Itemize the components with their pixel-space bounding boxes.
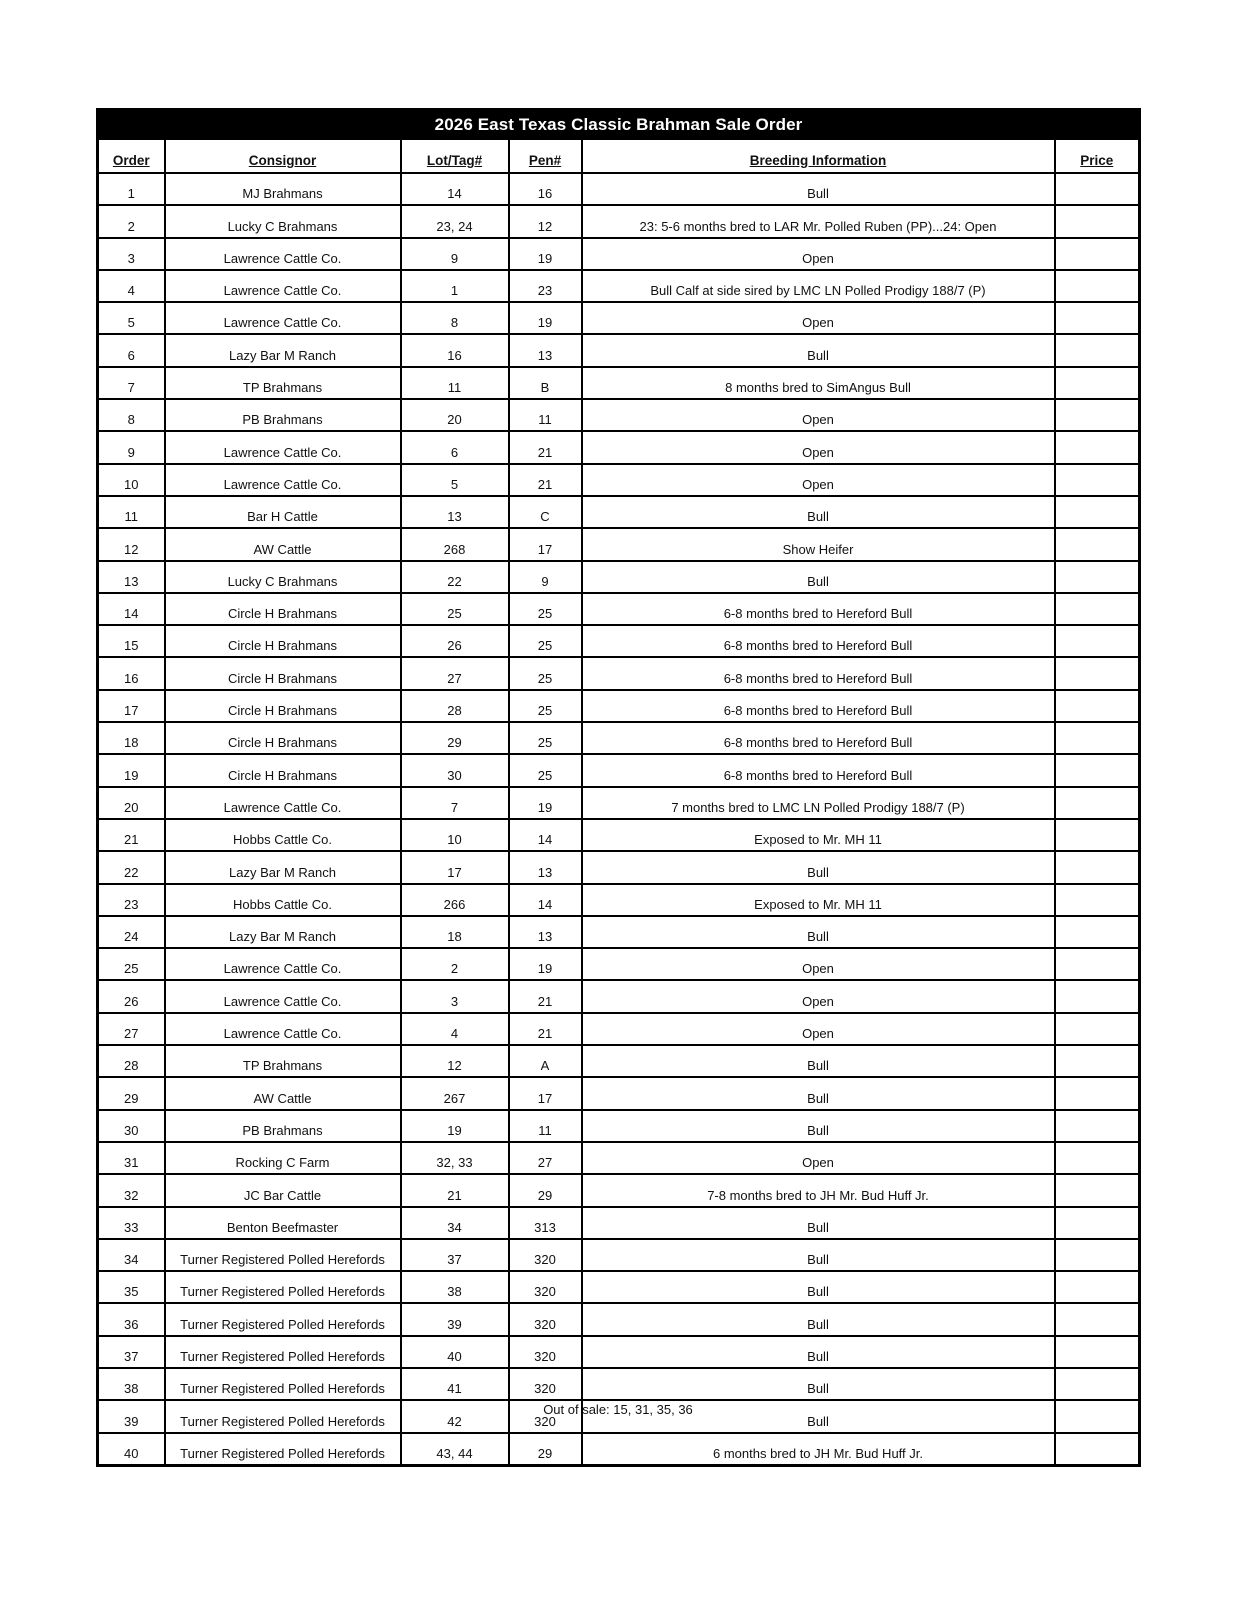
price-cell[interactable] <box>1055 399 1140 431</box>
lot-tag-cell: 20 <box>401 399 509 431</box>
price-cell[interactable] <box>1055 302 1140 334</box>
order-cell: 24 <box>98 916 165 948</box>
order-cell: 10 <box>98 464 165 496</box>
breeding-information-cell: 6-8 months bred to Hereford Bull <box>582 690 1055 722</box>
order-cell: 2 <box>98 205 165 237</box>
breeding-information-cell: Open <box>582 464 1055 496</box>
consignor-cell: Turner Registered Polled Herefords <box>165 1336 401 1368</box>
sale-order-rows <box>98 173 1140 1465</box>
breeding-information-cell: Open <box>582 948 1055 980</box>
pen-cell: 13 <box>509 334 582 366</box>
consignor-cell: Circle H Brahmans <box>165 722 401 754</box>
order-cell: 14 <box>98 593 165 625</box>
price-cell[interactable] <box>1055 1013 1140 1045</box>
order-cell: 38 <box>98 1368 165 1400</box>
order-cell: 35 <box>98 1271 165 1303</box>
order-cell: 3 <box>98 238 165 270</box>
order-cell: 21 <box>98 819 165 851</box>
table-row <box>98 1013 1140 1045</box>
pen-cell: 29 <box>509 1174 582 1206</box>
price-cell[interactable] <box>1055 334 1140 366</box>
price-cell[interactable] <box>1055 625 1140 657</box>
price-cell[interactable] <box>1055 1142 1140 1174</box>
consignor-cell: Lawrence Cattle Co. <box>165 787 401 819</box>
order-cell: 16 <box>98 657 165 689</box>
price-cell[interactable] <box>1055 593 1140 625</box>
breeding-information-cell: Bull Calf at side sired by LMC LN Polled Prodigy 188/7 (P) <box>582 270 1055 302</box>
breeding-information-cell: Open <box>582 238 1055 270</box>
lot-tag-cell: 26 <box>401 625 509 657</box>
lot-tag-cell: 40 <box>401 1336 509 1368</box>
table-row <box>98 1207 1140 1239</box>
lot-tag-cell: 22 <box>401 561 509 593</box>
order-cell: 4 <box>98 270 165 302</box>
pen-cell: 313 <box>509 1207 582 1239</box>
price-cell[interactable] <box>1055 787 1140 819</box>
pen-cell: 320 <box>509 1239 582 1271</box>
pen-cell: 17 <box>509 528 582 560</box>
consignor-cell: Hobbs Cattle Co. <box>165 819 401 851</box>
pen-cell: 19 <box>509 787 582 819</box>
breeding-information-cell: Bull <box>582 851 1055 883</box>
out-of-sale-note: Out of sale: 15, 31, 35, 36 <box>543 1402 693 1417</box>
pen-cell: 25 <box>509 657 582 689</box>
consignor-cell: Lazy Bar M Ranch <box>165 916 401 948</box>
price-cell[interactable] <box>1055 754 1140 786</box>
consignor-cell: Circle H Brahmans <box>165 593 401 625</box>
consignor-cell: Lucky C Brahmans <box>165 205 401 237</box>
price-cell[interactable] <box>1055 528 1140 560</box>
consignor-cell: Circle H Brahmans <box>165 754 401 786</box>
pen-cell: 25 <box>509 593 582 625</box>
price-cell[interactable] <box>1055 722 1140 754</box>
pen-cell: 21 <box>509 431 582 463</box>
table-row <box>98 754 1140 786</box>
consignor-cell: Lazy Bar M Ranch <box>165 334 401 366</box>
breeding-information-cell: Open <box>582 980 1055 1012</box>
order-cell: 13 <box>98 561 165 593</box>
consignor-cell: Lawrence Cattle Co. <box>165 238 401 270</box>
breeding-information-cell: Bull <box>582 1077 1055 1109</box>
consignor-cell: JC Bar Cattle <box>165 1174 401 1206</box>
pen-cell: 16 <box>509 173 582 205</box>
breeding-information-cell: 8 months bred to SimAngus Bull <box>582 367 1055 399</box>
lot-tag-cell: 10 <box>401 819 509 851</box>
pen-cell: 14 <box>509 884 582 916</box>
consignor-cell: MJ Brahmans <box>165 173 401 205</box>
table-row <box>98 916 1140 948</box>
order-cell: 8 <box>98 399 165 431</box>
order-cell: 26 <box>98 980 165 1012</box>
table-row <box>98 625 1140 657</box>
pen-cell: 13 <box>509 851 582 883</box>
pen-cell: 11 <box>509 399 582 431</box>
price-cell[interactable] <box>1055 238 1140 270</box>
table-row <box>98 1077 1140 1109</box>
lot-tag-cell: 21 <box>401 1174 509 1206</box>
header-row <box>98 139 1140 173</box>
table-row <box>98 1239 1140 1271</box>
pen-cell: C <box>509 496 582 528</box>
consignor-cell: Lawrence Cattle Co. <box>165 464 401 496</box>
price-cell[interactable] <box>1055 173 1140 205</box>
price-cell[interactable] <box>1055 1433 1140 1466</box>
pen-cell: 320 <box>509 1303 582 1335</box>
lot-tag-cell: 6 <box>401 431 509 463</box>
table-row <box>98 496 1140 528</box>
lot-tag-cell: 7 <box>401 787 509 819</box>
order-cell: 39 <box>98 1400 165 1432</box>
table-row <box>98 205 1140 237</box>
table-row <box>98 1303 1140 1335</box>
pen-cell: 29 <box>509 1433 582 1466</box>
pen-cell: B <box>509 367 582 399</box>
price-cell[interactable] <box>1055 1207 1140 1239</box>
breeding-information-cell: Open <box>582 302 1055 334</box>
price-cell[interactable] <box>1055 819 1140 851</box>
lot-tag-cell: 30 <box>401 754 509 786</box>
breeding-information-cell: Bull <box>582 1336 1055 1368</box>
consignor-cell: Rocking C Farm <box>165 1142 401 1174</box>
price-cell[interactable] <box>1055 1368 1140 1400</box>
lot-tag-cell: 23, 24 <box>401 205 509 237</box>
lot-tag-cell: 39 <box>401 1303 509 1335</box>
lot-tag-cell: 32, 33 <box>401 1142 509 1174</box>
lot-tag-cell: 19 <box>401 1110 509 1142</box>
pen-cell: 21 <box>509 464 582 496</box>
order-cell: 12 <box>98 528 165 560</box>
pen-cell: 21 <box>509 980 582 1012</box>
pen-cell: 11 <box>509 1110 582 1142</box>
table-row <box>98 657 1140 689</box>
breeding-information-cell: 6-8 months bred to Hereford Bull <box>582 657 1055 689</box>
table-row <box>98 722 1140 754</box>
table-row <box>98 173 1140 205</box>
lot-tag-cell: 25 <box>401 593 509 625</box>
pen-cell: 320 <box>509 1400 582 1432</box>
price-cell[interactable] <box>1055 270 1140 302</box>
price-cell[interactable] <box>1055 690 1140 722</box>
table-row <box>98 1368 1140 1400</box>
lot-tag-cell: 28 <box>401 690 509 722</box>
order-cell: 34 <box>98 1239 165 1271</box>
lot-tag-cell: 37 <box>401 1239 509 1271</box>
consignor-cell: Lawrence Cattle Co. <box>165 1013 401 1045</box>
lot-tag-cell: 17 <box>401 851 509 883</box>
consignor-cell: Hobbs Cattle Co. <box>165 884 401 916</box>
breeding-information-cell: 7-8 months bred to JH Mr. Bud Huff Jr. <box>582 1174 1055 1206</box>
breeding-information-cell: 23: 5-6 months bred to LAR Mr. Polled Ruben (PP)...24: Open <box>582 205 1055 237</box>
breeding-information-cell: Bull <box>582 1207 1055 1239</box>
breeding-information-cell: Open <box>582 399 1055 431</box>
price-cell[interactable] <box>1055 1045 1140 1077</box>
order-cell: 36 <box>98 1303 165 1335</box>
order-cell: 30 <box>98 1110 165 1142</box>
breeding-information-cell: Bull <box>582 334 1055 366</box>
consignor-cell: Lawrence Cattle Co. <box>165 980 401 1012</box>
price-cell[interactable] <box>1055 1174 1140 1206</box>
consignor-cell: Bar H Cattle <box>165 496 401 528</box>
table-row <box>98 980 1140 1012</box>
pen-cell: 320 <box>509 1336 582 1368</box>
breeding-information-cell: 6 months bred to JH Mr. Bud Huff Jr. <box>582 1433 1055 1466</box>
consignor-cell: AW Cattle <box>165 528 401 560</box>
lot-tag-cell: 268 <box>401 528 509 560</box>
price-cell[interactable] <box>1055 948 1140 980</box>
order-cell: 7 <box>98 367 165 399</box>
order-cell: 33 <box>98 1207 165 1239</box>
breeding-information-cell: Open <box>582 431 1055 463</box>
lot-tag-cell: 34 <box>401 1207 509 1239</box>
price-cell[interactable] <box>1055 657 1140 689</box>
breeding-information-cell: Bull <box>582 1303 1055 1335</box>
table-row <box>98 464 1140 496</box>
price-cell[interactable] <box>1055 1303 1140 1335</box>
breeding-information-cell: Bull <box>582 1045 1055 1077</box>
order-cell: 23 <box>98 884 165 916</box>
breeding-information-cell: 6-8 months bred to Hereford Bull <box>582 754 1055 786</box>
lot-tag-cell: 9 <box>401 238 509 270</box>
table-row <box>98 270 1140 302</box>
order-cell: 32 <box>98 1174 165 1206</box>
sale-order-table <box>96 108 1141 1467</box>
order-cell: 15 <box>98 625 165 657</box>
pen-cell: 21 <box>509 1013 582 1045</box>
consignor-cell: Turner Registered Polled Herefords <box>165 1433 401 1466</box>
breeding-information-cell: Open <box>582 1142 1055 1174</box>
order-cell: 17 <box>98 690 165 722</box>
order-cell: 18 <box>98 722 165 754</box>
column-header-pen: Pen# <box>509 139 582 173</box>
order-cell: 40 <box>98 1433 165 1466</box>
table-row <box>98 593 1140 625</box>
pen-cell: 19 <box>509 238 582 270</box>
consignor-cell: Turner Registered Polled Herefords <box>165 1303 401 1335</box>
order-cell: 37 <box>98 1336 165 1368</box>
pen-cell: 17 <box>509 1077 582 1109</box>
price-cell[interactable] <box>1055 916 1140 948</box>
lot-tag-cell: 8 <box>401 302 509 334</box>
table-row <box>98 528 1140 560</box>
consignor-cell: Lucky C Brahmans <box>165 561 401 593</box>
order-cell: 19 <box>98 754 165 786</box>
order-cell: 6 <box>98 334 165 366</box>
consignor-cell: TP Brahmans <box>165 1045 401 1077</box>
lot-tag-cell: 18 <box>401 916 509 948</box>
consignor-cell: Benton Beefmaster <box>165 1207 401 1239</box>
breeding-information-cell: Bull <box>582 1110 1055 1142</box>
breeding-information-cell: Bull <box>582 496 1055 528</box>
breeding-information-cell: Bull <box>582 1400 1055 1432</box>
lot-tag-cell: 27 <box>401 657 509 689</box>
table-row <box>98 1174 1140 1206</box>
breeding-information-cell: Bull <box>582 173 1055 205</box>
price-cell[interactable] <box>1055 1077 1140 1109</box>
table-row <box>98 819 1140 851</box>
price-cell[interactable] <box>1055 431 1140 463</box>
price-cell[interactable] <box>1055 464 1140 496</box>
table-row <box>98 1142 1140 1174</box>
price-cell[interactable] <box>1055 851 1140 883</box>
pen-cell: 320 <box>509 1271 582 1303</box>
table-row <box>98 948 1140 980</box>
table-row <box>98 1433 1140 1466</box>
table-row <box>98 302 1140 334</box>
consignor-cell: Turner Registered Polled Herefords <box>165 1368 401 1400</box>
lot-tag-cell: 43, 44 <box>401 1433 509 1466</box>
table-row <box>98 690 1140 722</box>
consignor-cell: Turner Registered Polled Herefords <box>165 1400 401 1432</box>
consignor-cell: PB Brahmans <box>165 1110 401 1142</box>
lot-tag-cell: 42 <box>401 1400 509 1432</box>
column-header-lot-tag: Lot/Tag# <box>401 139 509 173</box>
table-row <box>98 884 1140 916</box>
consignor-cell: Turner Registered Polled Herefords <box>165 1271 401 1303</box>
order-cell: 31 <box>98 1142 165 1174</box>
breeding-information-cell: Exposed to Mr. MH 11 <box>582 819 1055 851</box>
pen-cell: 9 <box>509 561 582 593</box>
order-cell: 27 <box>98 1013 165 1045</box>
order-cell: 28 <box>98 1045 165 1077</box>
breeding-information-cell: Bull <box>582 916 1055 948</box>
lot-tag-cell: 12 <box>401 1045 509 1077</box>
column-header-breeding-information: Breeding Information <box>582 139 1055 173</box>
consignor-cell: Circle H Brahmans <box>165 690 401 722</box>
table-row <box>98 238 1140 270</box>
price-cell[interactable] <box>1055 496 1140 528</box>
breeding-information-cell: 7 months bred to LMC LN Polled Prodigy 188/7 (P) <box>582 787 1055 819</box>
price-cell[interactable] <box>1055 1271 1140 1303</box>
lot-tag-cell: 3 <box>401 980 509 1012</box>
order-cell: 29 <box>98 1077 165 1109</box>
order-cell: 22 <box>98 851 165 883</box>
table-row <box>98 787 1140 819</box>
consignor-cell: TP Brahmans <box>165 367 401 399</box>
consignor-cell: Turner Registered Polled Herefords <box>165 1239 401 1271</box>
pen-cell: 13 <box>509 916 582 948</box>
lot-tag-cell: 14 <box>401 173 509 205</box>
lot-tag-cell: 2 <box>401 948 509 980</box>
column-header-consignor: Consignor <box>165 139 401 173</box>
pen-cell: 320 <box>509 1368 582 1400</box>
lot-tag-cell: 266 <box>401 884 509 916</box>
lot-tag-cell: 13 <box>401 496 509 528</box>
table-row <box>98 399 1140 431</box>
breeding-information-cell: Bull <box>582 561 1055 593</box>
lot-tag-cell: 16 <box>401 334 509 366</box>
price-cell[interactable] <box>1055 367 1140 399</box>
consignor-cell: Lawrence Cattle Co. <box>165 431 401 463</box>
price-cell[interactable] <box>1055 1110 1140 1142</box>
consignor-cell: Circle H Brahmans <box>165 625 401 657</box>
price-cell[interactable] <box>1055 1336 1140 1368</box>
breeding-information-cell: Exposed to Mr. MH 11 <box>582 884 1055 916</box>
lot-tag-cell: 1 <box>401 270 509 302</box>
column-header-order: Order <box>98 139 165 173</box>
table-row <box>98 1271 1140 1303</box>
consignor-cell: AW Cattle <box>165 1077 401 1109</box>
pen-cell: 25 <box>509 754 582 786</box>
title-row <box>98 110 1140 140</box>
table-row <box>98 367 1140 399</box>
column-header-price: Price <box>1055 139 1140 173</box>
consignor-cell: Lawrence Cattle Co. <box>165 270 401 302</box>
order-cell: 5 <box>98 302 165 334</box>
order-cell: 25 <box>98 948 165 980</box>
consignor-cell: Lawrence Cattle Co. <box>165 302 401 334</box>
price-cell[interactable] <box>1055 884 1140 916</box>
breeding-information-cell: Open <box>582 1013 1055 1045</box>
order-cell: 1 <box>98 173 165 205</box>
table-row <box>98 1336 1140 1368</box>
consignor-cell: Lazy Bar M Ranch <box>165 851 401 883</box>
lot-tag-cell: 267 <box>401 1077 509 1109</box>
document-title: 2026 East Texas Classic Brahman Sale Order <box>98 110 1140 140</box>
order-cell: 11 <box>98 496 165 528</box>
table-row <box>98 1110 1140 1142</box>
table-row <box>98 561 1140 593</box>
breeding-information-cell: 6-8 months bred to Hereford Bull <box>582 722 1055 754</box>
pen-cell: 25 <box>509 690 582 722</box>
breeding-information-cell: 6-8 months bred to Hereford Bull <box>582 593 1055 625</box>
pen-cell: 19 <box>509 302 582 334</box>
table-row <box>98 1045 1140 1077</box>
lot-tag-cell: 11 <box>401 367 509 399</box>
consignor-cell: Lawrence Cattle Co. <box>165 948 401 980</box>
lot-tag-cell: 4 <box>401 1013 509 1045</box>
pen-cell: 27 <box>509 1142 582 1174</box>
breeding-information-cell: Bull <box>582 1368 1055 1400</box>
pen-cell: 14 <box>509 819 582 851</box>
consignor-cell: PB Brahmans <box>165 399 401 431</box>
pen-cell: 25 <box>509 722 582 754</box>
pen-cell: 23 <box>509 270 582 302</box>
lot-tag-cell: 5 <box>401 464 509 496</box>
table-row <box>98 431 1140 463</box>
lot-tag-cell: 38 <box>401 1271 509 1303</box>
lot-tag-cell: 29 <box>401 722 509 754</box>
sale-order-sheet <box>96 108 1138 1467</box>
pen-cell: 19 <box>509 948 582 980</box>
breeding-information-cell: Bull <box>582 1239 1055 1271</box>
pen-cell: A <box>509 1045 582 1077</box>
pen-cell: 25 <box>509 625 582 657</box>
price-cell[interactable] <box>1055 1239 1140 1271</box>
breeding-information-cell: 6-8 months bred to Hereford Bull <box>582 625 1055 657</box>
lot-tag-cell: 41 <box>401 1368 509 1400</box>
table-row <box>98 334 1140 366</box>
table-row <box>98 851 1140 883</box>
breeding-information-cell: Bull <box>582 1271 1055 1303</box>
order-cell: 9 <box>98 431 165 463</box>
price-cell[interactable] <box>1055 980 1140 1012</box>
price-cell[interactable] <box>1055 561 1140 593</box>
consignor-cell: Circle H Brahmans <box>165 657 401 689</box>
breeding-information-cell: Show Heifer <box>582 528 1055 560</box>
price-cell[interactable] <box>1055 205 1140 237</box>
order-cell: 20 <box>98 787 165 819</box>
pen-cell: 12 <box>509 205 582 237</box>
